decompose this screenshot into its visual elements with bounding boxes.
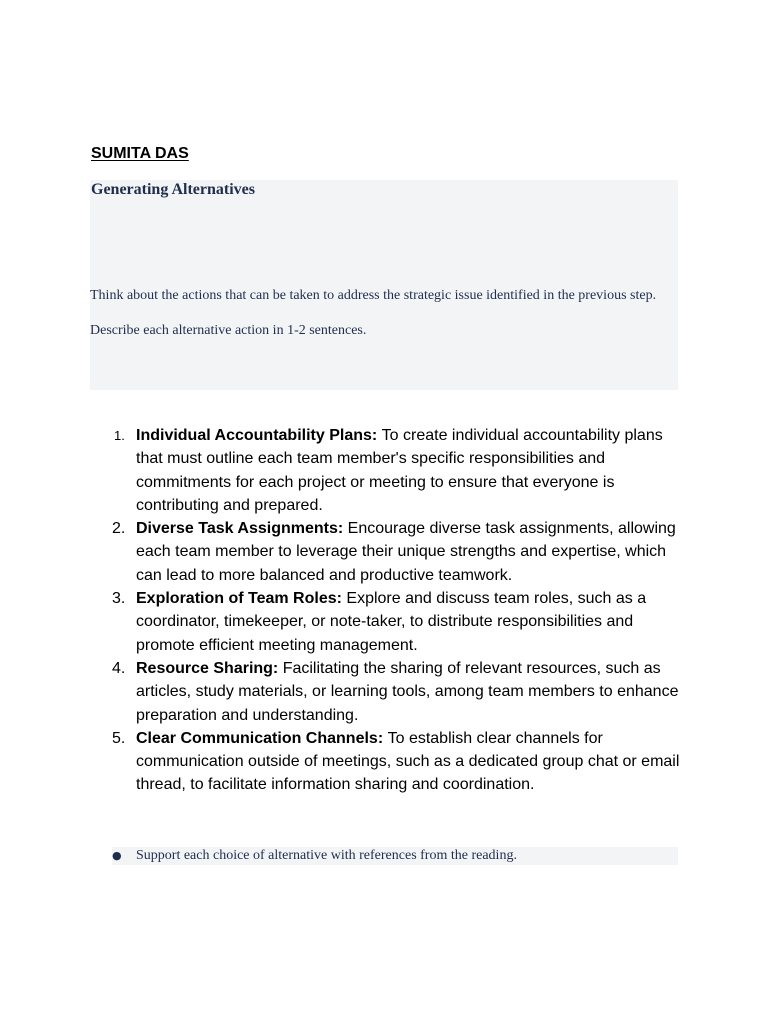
bullet-icon: ● bbox=[112, 849, 122, 862]
list-item bbox=[112, 587, 682, 657]
assignment-prompt-box bbox=[90, 180, 678, 390]
list-number: 1. bbox=[114, 428, 125, 443]
list-item bbox=[112, 657, 682, 727]
list-number: 3. bbox=[112, 590, 126, 608]
alternative-description: To create individual accountability plans that must outline each team member's specific responsibilities and commitments for each project or meeting to ensure that everyone is contributing and prepared. bbox=[136, 427, 663, 514]
author-name: SUMITA DAS bbox=[91, 145, 189, 162]
alternatives-list bbox=[112, 424, 682, 797]
list-number: 4. bbox=[112, 659, 126, 677]
alternative-heading: Exploration of Team Roles: bbox=[136, 590, 347, 608]
alternative-description: Facilitating the sharing of relevant resources, such as articles, study materials, or learning tools, among team members to enhance preparation and understanding. bbox=[136, 659, 679, 724]
alternative-heading: Resource Sharing: bbox=[136, 659, 283, 677]
alternative-description: Explore and discuss team roles, such as a coordinator, timekeeper, or note-taker, to distribute responsibilities and promote efficient meeting management. bbox=[136, 590, 647, 654]
alternative-description: Encourage diverse task assignments, allowing each team member to leverage their unique strengths and expertise, which can lead to more balanced and productive teamwork. bbox=[136, 520, 676, 584]
alternative-heading: Diverse Task Assignments: bbox=[136, 520, 348, 538]
list-item bbox=[112, 424, 682, 517]
list-item bbox=[112, 517, 682, 587]
list-number: 2. bbox=[112, 520, 126, 538]
alternative-heading: Clear Communication Channels: bbox=[136, 729, 388, 747]
list-number: 5. bbox=[112, 729, 126, 747]
alternative-heading: Individual Accountability Plans: bbox=[136, 427, 382, 444]
support-instruction-text: Support each choice of alternative with references from the reading. bbox=[136, 848, 517, 863]
list-item bbox=[112, 727, 682, 797]
prompt-title: Generating Alternatives bbox=[91, 181, 255, 198]
alternative-description: To establish clear channels for communication outside of meetings, such as a dedicated group chat or email thread, to facilitate information sharing and coordination. bbox=[136, 729, 680, 794]
prompt-instructions: Think about the actions that can be taken to address the strategic issue identified in the previous step. Describe each alternative action in 1-2 sentences. bbox=[90, 288, 657, 338]
support-instruction bbox=[112, 847, 678, 865]
